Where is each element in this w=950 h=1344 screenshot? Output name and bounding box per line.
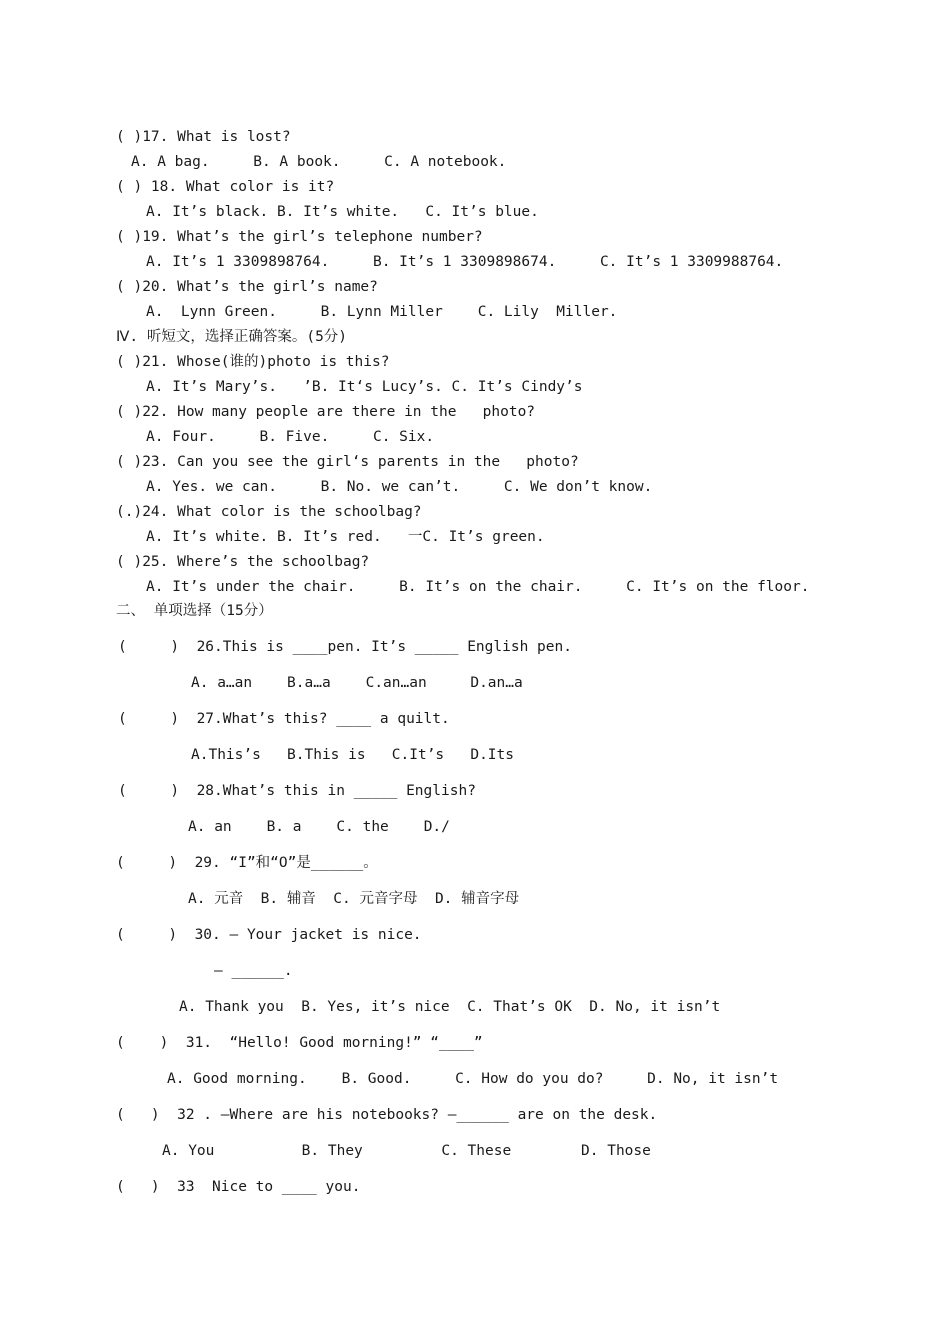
options-23: A. Yes. we can. B. No. we can’t. C. We don’t know. [146, 479, 653, 495]
options-18: A. It’s black. B. It’s white. C. It’s blue. [146, 204, 539, 220]
options-30: A. Thank you B. Yes, it’s nice C. That’s OK D. No, it isn’t [179, 999, 721, 1015]
options-28: A. an B. a C. the D./ [188, 819, 450, 835]
question-31: ( ) 31. “Hello! Good morning!” “____” [116, 1035, 483, 1051]
question-27: ( ) 27.What’s this? ____ a quilt. [118, 711, 450, 727]
question-29: ( ) 29. “I”和“O”是______。 [116, 855, 378, 871]
options-21: A. It’s Mary’s. ’B. It‘s Lucy’s. C. It’s Cindy’s [146, 379, 583, 395]
question-26: ( ) 26.This is ____pen. It’s _____ English pen. [118, 639, 572, 655]
options-32: A. You B. They C. These D. Those [162, 1143, 651, 1159]
question-20: ( )20. What’s the girl’s name? [116, 279, 378, 295]
options-19: A. It’s 1 3309898764. B. It’s 1 3309898674. C. It’s 1 3309988764. [146, 254, 784, 270]
question-22: ( )22. How many people are there in the photo? [116, 404, 536, 420]
question-32: ( ) 32 . —Where are his notebooks? —______ are on the desk. [116, 1107, 658, 1123]
question-23: ( )23. Can you see the girl‘s parents in the photo? [116, 454, 579, 470]
options-24: A. It’s white. B. It’s red. 一C. It’s green. [146, 529, 545, 545]
question-30: ( ) 30. — Your jacket is nice. [116, 927, 422, 943]
options-31: A. Good morning. B. Good. C. How do you do? D. No, it isn’t [167, 1071, 779, 1087]
options-29: A. 元音 B. 辅音 C. 元音字母 D. 辅音字母 [188, 891, 520, 907]
question-21: ( )21. Whose(谁的)photo is this? [116, 354, 390, 370]
options-25: A. It’s under the chair. B. It’s on the chair. C. It’s on the floor. [146, 579, 810, 595]
question-19: ( )19. What’s the girl’s telephone number? [116, 229, 483, 245]
options-22: A. Four. B. Five. C. Six. [146, 429, 435, 445]
question-24: (.)24. What color is the schoolbag? [116, 504, 422, 520]
options-27: A.This’s B.This is C.It’s D.Its [191, 747, 515, 763]
section-heading-listening: Ⅳ. 听短文，选择正确答案。(5分) [116, 329, 348, 345]
question-25: ( )25. Where’s the schoolbag? [116, 554, 370, 570]
question-28: ( ) 28.What’s this in _____ English? [118, 783, 476, 799]
question-18: ( ) 18. What color is it? [116, 179, 335, 195]
question-33: ( ) 33 Nice to ____ you. [116, 1179, 361, 1195]
options-26: A. a…an B.a…a C.an…an D.an…a [191, 675, 523, 691]
options-20: A. Lynn Green. B. Lynn Miller C. Lily Miller. [146, 304, 618, 320]
options-17: A. A bag. B. A book. C. A notebook. [131, 154, 507, 170]
question-17: ( )17. What is lost? [116, 129, 291, 145]
reply-30: — ______. [214, 963, 293, 979]
section-heading-choice: 二、 单项选择（15分） [116, 603, 273, 619]
